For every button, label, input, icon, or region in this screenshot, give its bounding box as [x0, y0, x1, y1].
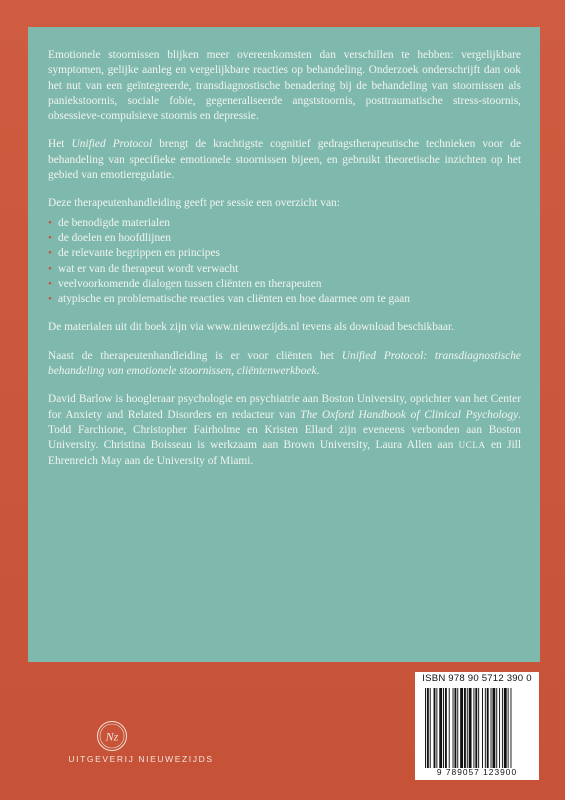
list-item: • veelvoorkomende dialogen tussen cliënten en therapeuten [48, 277, 521, 292]
ucla-smallcaps: UCLA [458, 440, 486, 451]
list-item: • de relevante begrippen en principes [48, 246, 521, 261]
bullet-icon: • [48, 216, 52, 229]
bullet-icon: • [48, 277, 52, 290]
protocol-title: Unified Protocol [71, 138, 153, 151]
publisher-logo-icon [96, 720, 128, 752]
list-item: • wat er van de therapeut wordt verwacht [48, 262, 521, 277]
intro-paragraph: Emotionele stoornissen blijken meer overeenkomsten dan verschillen te hebben: vergelijkbare symptomen, gelijke aanleg en vergelijkbare reacties op behandeling. Onderzoek onderschrijft dan ook het nut van een geïntegreerde, transdiagnostische benadering bij de behandeling van stoornissen als paniekstoornis, sociale fobie, gegeneraliseerde angststoornis, posttraumatische stress-stoornis, obsessieve-compulsieve stoornis en depressie. [48, 49, 521, 123]
bullet-icon: • [48, 247, 52, 260]
bullet-icon: • [48, 262, 52, 275]
client-workbook-paragraph: Naast de therapeutenhandleiding is er voor cliënten het Unified Protocol: transdiagnostische behandeling van emotionele stoornissen, cliëntenwerkboek. [48, 349, 521, 378]
contents-list [48, 216, 521, 308]
list-item: • atypische en problematische reacties van cliënten en hoe daarmee om te gaan [48, 292, 521, 307]
isbn-number: ISBN 978 90 5712 390 0 [422, 673, 532, 684]
workbook-title: Unified Protocol: transdiagnostische behandeling van emotionele stoornissen, cliëntenwerkboek [48, 349, 521, 378]
protocol-paragraph: Het Unified Protocol brengt de krachtigste cognitief gedragstherapeutische technieken voor de behandeling van specifieke emotionele stoornissen bijeen, en gebruikt theoretische inzichten op het gebied van emotieregulatie. [48, 138, 521, 182]
authors-paragraph: David Barlow is hoogleraar psychologie en psychiatrie aan Boston University, oprichter van het Center for Anxiety and Related Disorders en redacteur van The Oxford Handbook of Clinical Psychology. Todd Farchione, Christopher Fairholme en Kristen Ellard zijn eveneens verbonden aan Boston University. Christina Boisseau is werkzaam aan Brown University, Laura Allen aan UCLA en Jill Ehrenreich May aan de University of Miami. [48, 393, 522, 467]
bullet-icon: • [48, 293, 52, 306]
list-item: • de doelen en hoofdlijnen [48, 231, 521, 246]
barcode-bars [425, 688, 533, 768]
logo-letters: Nz [105, 729, 119, 744]
bullet-icon: • [48, 231, 52, 244]
publisher-name: UITGEVERIJ NIEUWEZIJDS [68, 754, 214, 764]
barcode [415, 672, 539, 780]
download-paragraph: De materialen uit dit boek zijn via www.nieuwezijds.nl tevens als download beschikbaar. [48, 321, 455, 334]
blurb-panel [28, 27, 540, 662]
ean-digits: 9 789057 123900 [436, 767, 518, 777]
handbook-title: The Oxford Handbook of Clinical Psychology [300, 408, 519, 421]
list-intro: Deze therapeutenhandleiding geeft per sessie een overzicht van: [48, 197, 340, 210]
list-item: • de benodigde materialen [48, 216, 521, 231]
